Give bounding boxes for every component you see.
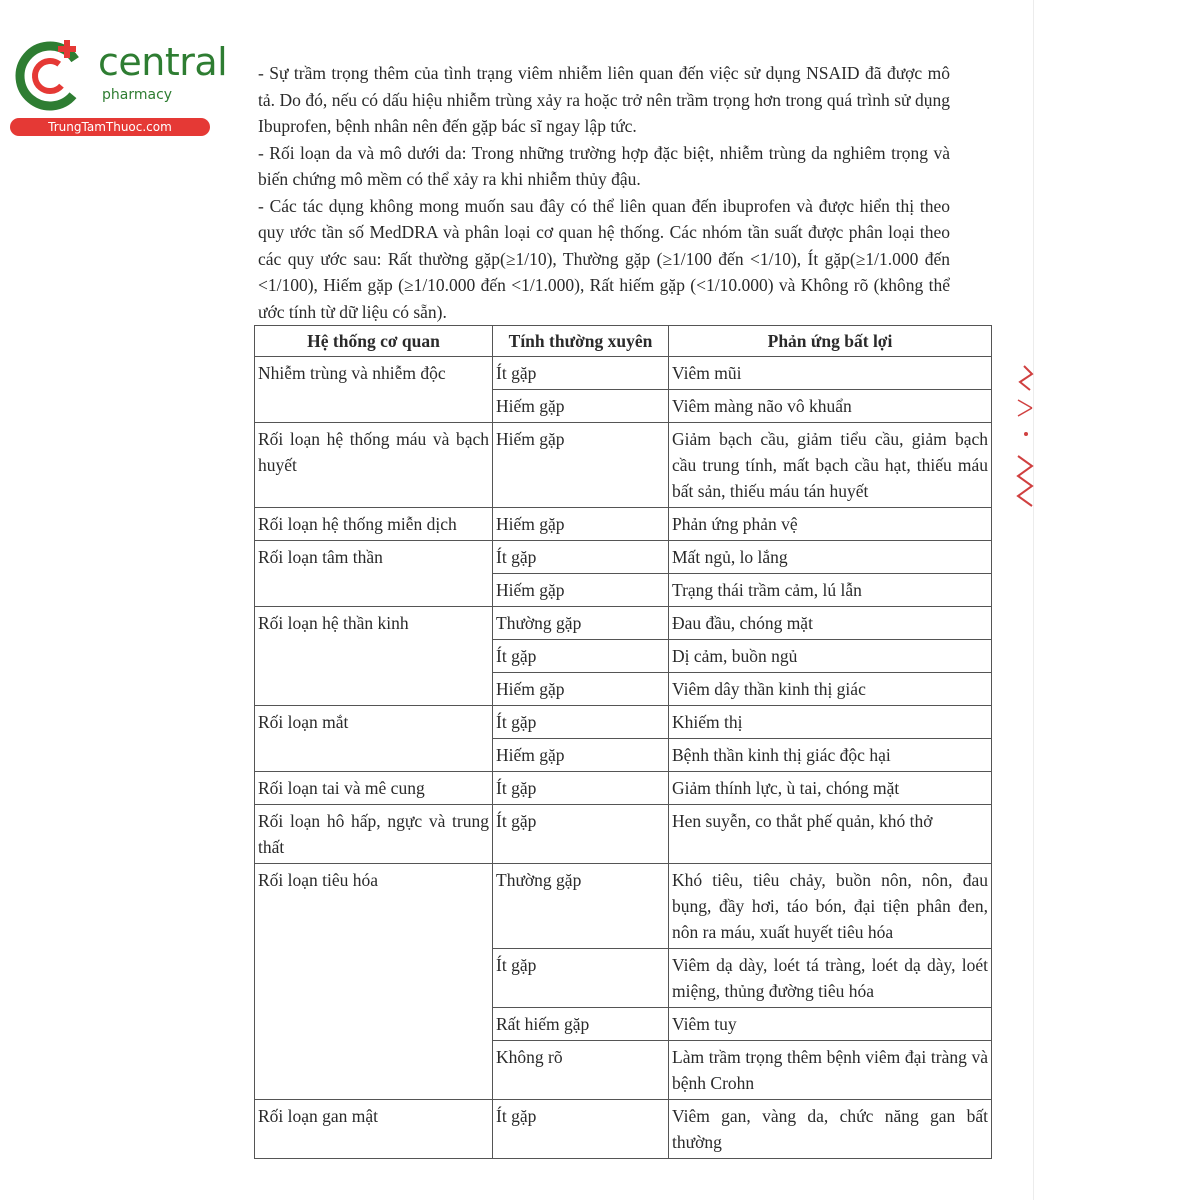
frequency-cell: Thường gặp <box>493 864 669 949</box>
table-row <box>255 423 992 508</box>
frequency-cell: Hiếm gặp <box>493 673 669 706</box>
paragraph-nsaid-infection: - Sự trầm trọng thêm của tình trạng viêm nhiễm liên quan đến việc sử dụng NSAID đã được mô tả. Do đó, nếu có dấu hiệu nhiễm trùng xảy ra hoặc trở nên trầm trọng hơn trong quá trình sử dụng Ibuprofen, bệnh nhân nên đến gặp bác sĩ ngay lập tức. <box>258 63 950 136</box>
logo-brand-text: central <box>98 40 228 84</box>
organ-system-cell: Rối loạn hệ thống máu và bạch huyết <box>255 423 493 508</box>
table-row <box>255 706 992 739</box>
reaction-cell: Dị cảm, buồn ngủ <box>669 640 992 673</box>
intro-text <box>258 60 950 325</box>
reaction-cell: Mất ngủ, lo lắng <box>669 541 992 574</box>
reaction-cell: Phản ứng phản vệ <box>669 508 992 541</box>
frequency-cell: Ít gặp <box>493 706 669 739</box>
red-stamp-mark <box>1010 360 1040 520</box>
reaction-cell: Đau đầu, chóng mặt <box>669 607 992 640</box>
reaction-cell: Viêm tuy <box>669 1008 992 1041</box>
central-pharmacy-logo[interactable] <box>10 36 228 136</box>
reaction-cell: Hen suyễn, co thắt phế quản, khó thở <box>669 805 992 864</box>
logo-mark-icon <box>10 36 94 116</box>
frequency-cell: Ít gặp <box>493 772 669 805</box>
reaction-cell: Viêm mũi <box>669 357 992 390</box>
organ-system-cell: Rối loạn hệ thống miễn dịch <box>255 508 493 541</box>
organ-system-cell: Nhiễm trùng và nhiễm độc <box>255 357 493 423</box>
reaction-cell: Viêm màng não vô khuẩn <box>669 390 992 423</box>
table-row <box>255 607 992 640</box>
paragraph-frequency-conventions: - Các tác dụng không mong muốn sau đây có thể liên quan đến ibuprofen và được hiển thị theo quy ước tần số MedDRA và phân loại cơ quan hệ thống. Các nhóm tần suất được phân loại theo các quy ước sau: Rất thường gặp(≥1/10), Thường gặp (≥1/100 đến <1/10), Ít gặp(≥1/1.000 đến <1/100), Hiếm gặp (≥1/10.000 đến <1/1.000), Rất hiếm gặp (<1/10.000) và Không rõ (không thể ước tính từ dữ liệu có sẵn). <box>258 195 950 322</box>
frequency-cell: Ít gặp <box>493 949 669 1008</box>
page-fold-line <box>1033 0 1034 1200</box>
logo-website-bar[interactable]: TrungTamThuoc.com <box>10 118 210 136</box>
organ-system-cell: Rối loạn gan mật <box>255 1100 493 1159</box>
table-row <box>255 772 992 805</box>
table-header-row <box>255 326 992 357</box>
frequency-cell: Ít gặp <box>493 357 669 390</box>
frequency-cell: Hiếm gặp <box>493 739 669 772</box>
reaction-cell: Khó tiêu, tiêu chảy, buồn nôn, nôn, đau bụng, đầy hơi, táo bón, đại tiện phân đen, nôn ra máu, xuất huyết tiêu hóa <box>669 864 992 949</box>
table-row <box>255 357 992 390</box>
table-row <box>255 541 992 574</box>
organ-system-cell: Rối loạn tai và mê cung <box>255 772 493 805</box>
reaction-cell: Bệnh thần kinh thị giác độc hại <box>669 739 992 772</box>
table-row <box>255 864 992 949</box>
frequency-cell: Ít gặp <box>493 640 669 673</box>
reaction-cell: Khiếm thị <box>669 706 992 739</box>
logo-subtitle: pharmacy <box>102 87 173 103</box>
header-organ-system: Hệ thống cơ quan <box>255 326 493 357</box>
organ-system-cell: Rối loạn mắt <box>255 706 493 772</box>
frequency-cell: Ít gặp <box>493 1100 669 1159</box>
organ-system-cell: Rối loạn hô hấp, ngực và trung thất <box>255 805 493 864</box>
frequency-cell: Hiếm gặp <box>493 508 669 541</box>
frequency-cell: Hiếm gặp <box>493 390 669 423</box>
reaction-cell: Giảm thính lực, ù tai, chóng mặt <box>669 772 992 805</box>
reaction-cell: Viêm dây thần kinh thị giác <box>669 673 992 706</box>
frequency-cell: Hiếm gặp <box>493 574 669 607</box>
reaction-cell: Viêm dạ dày, loét tá tràng, loét dạ dày, loét miệng, thủng đường tiêu hóa <box>669 949 992 1008</box>
frequency-cell: Ít gặp <box>493 541 669 574</box>
table-row <box>255 1100 992 1159</box>
reaction-cell: Trạng thái trầm cảm, lú lẫn <box>669 574 992 607</box>
reaction-cell: Giảm bạch cầu, giảm tiểu cầu, giảm bạch cầu trung tính, mất bạch cầu hạt, thiếu máu bất sản, thiếu máu tán huyết <box>669 423 992 508</box>
organ-system-cell: Rối loạn hệ thần kinh <box>255 607 493 706</box>
frequency-cell: Thường gặp <box>493 607 669 640</box>
header-frequency: Tính thường xuyên <box>493 326 669 357</box>
reaction-cell: Viêm gan, vàng da, chức năng gan bất thường <box>669 1100 992 1159</box>
organ-system-cell: Rối loạn tiêu hóa <box>255 864 493 1100</box>
header-adverse-reaction: Phản ứng bất lợi <box>669 326 992 357</box>
frequency-cell: Ít gặp <box>493 805 669 864</box>
organ-system-cell: Rối loạn tâm thần <box>255 541 493 607</box>
frequency-cell: Hiếm gặp <box>493 423 669 508</box>
reaction-cell: Làm trầm trọng thêm bệnh viêm đại tràng và bệnh Crohn <box>669 1041 992 1100</box>
paragraph-skin-disorders: - Rối loạn da và mô dưới da: Trong những trường hợp đặc biệt, nhiễm trùng da nghiêm trọng và biến chứng mô mềm có thể xảy ra khi nhiễm thủy đậu. <box>258 142 950 189</box>
frequency-cell: Không rõ <box>493 1041 669 1100</box>
adverse-reactions-table <box>254 325 992 1159</box>
table-row <box>255 508 992 541</box>
frequency-cell: Rất hiếm gặp <box>493 1008 669 1041</box>
table-row <box>255 805 992 864</box>
